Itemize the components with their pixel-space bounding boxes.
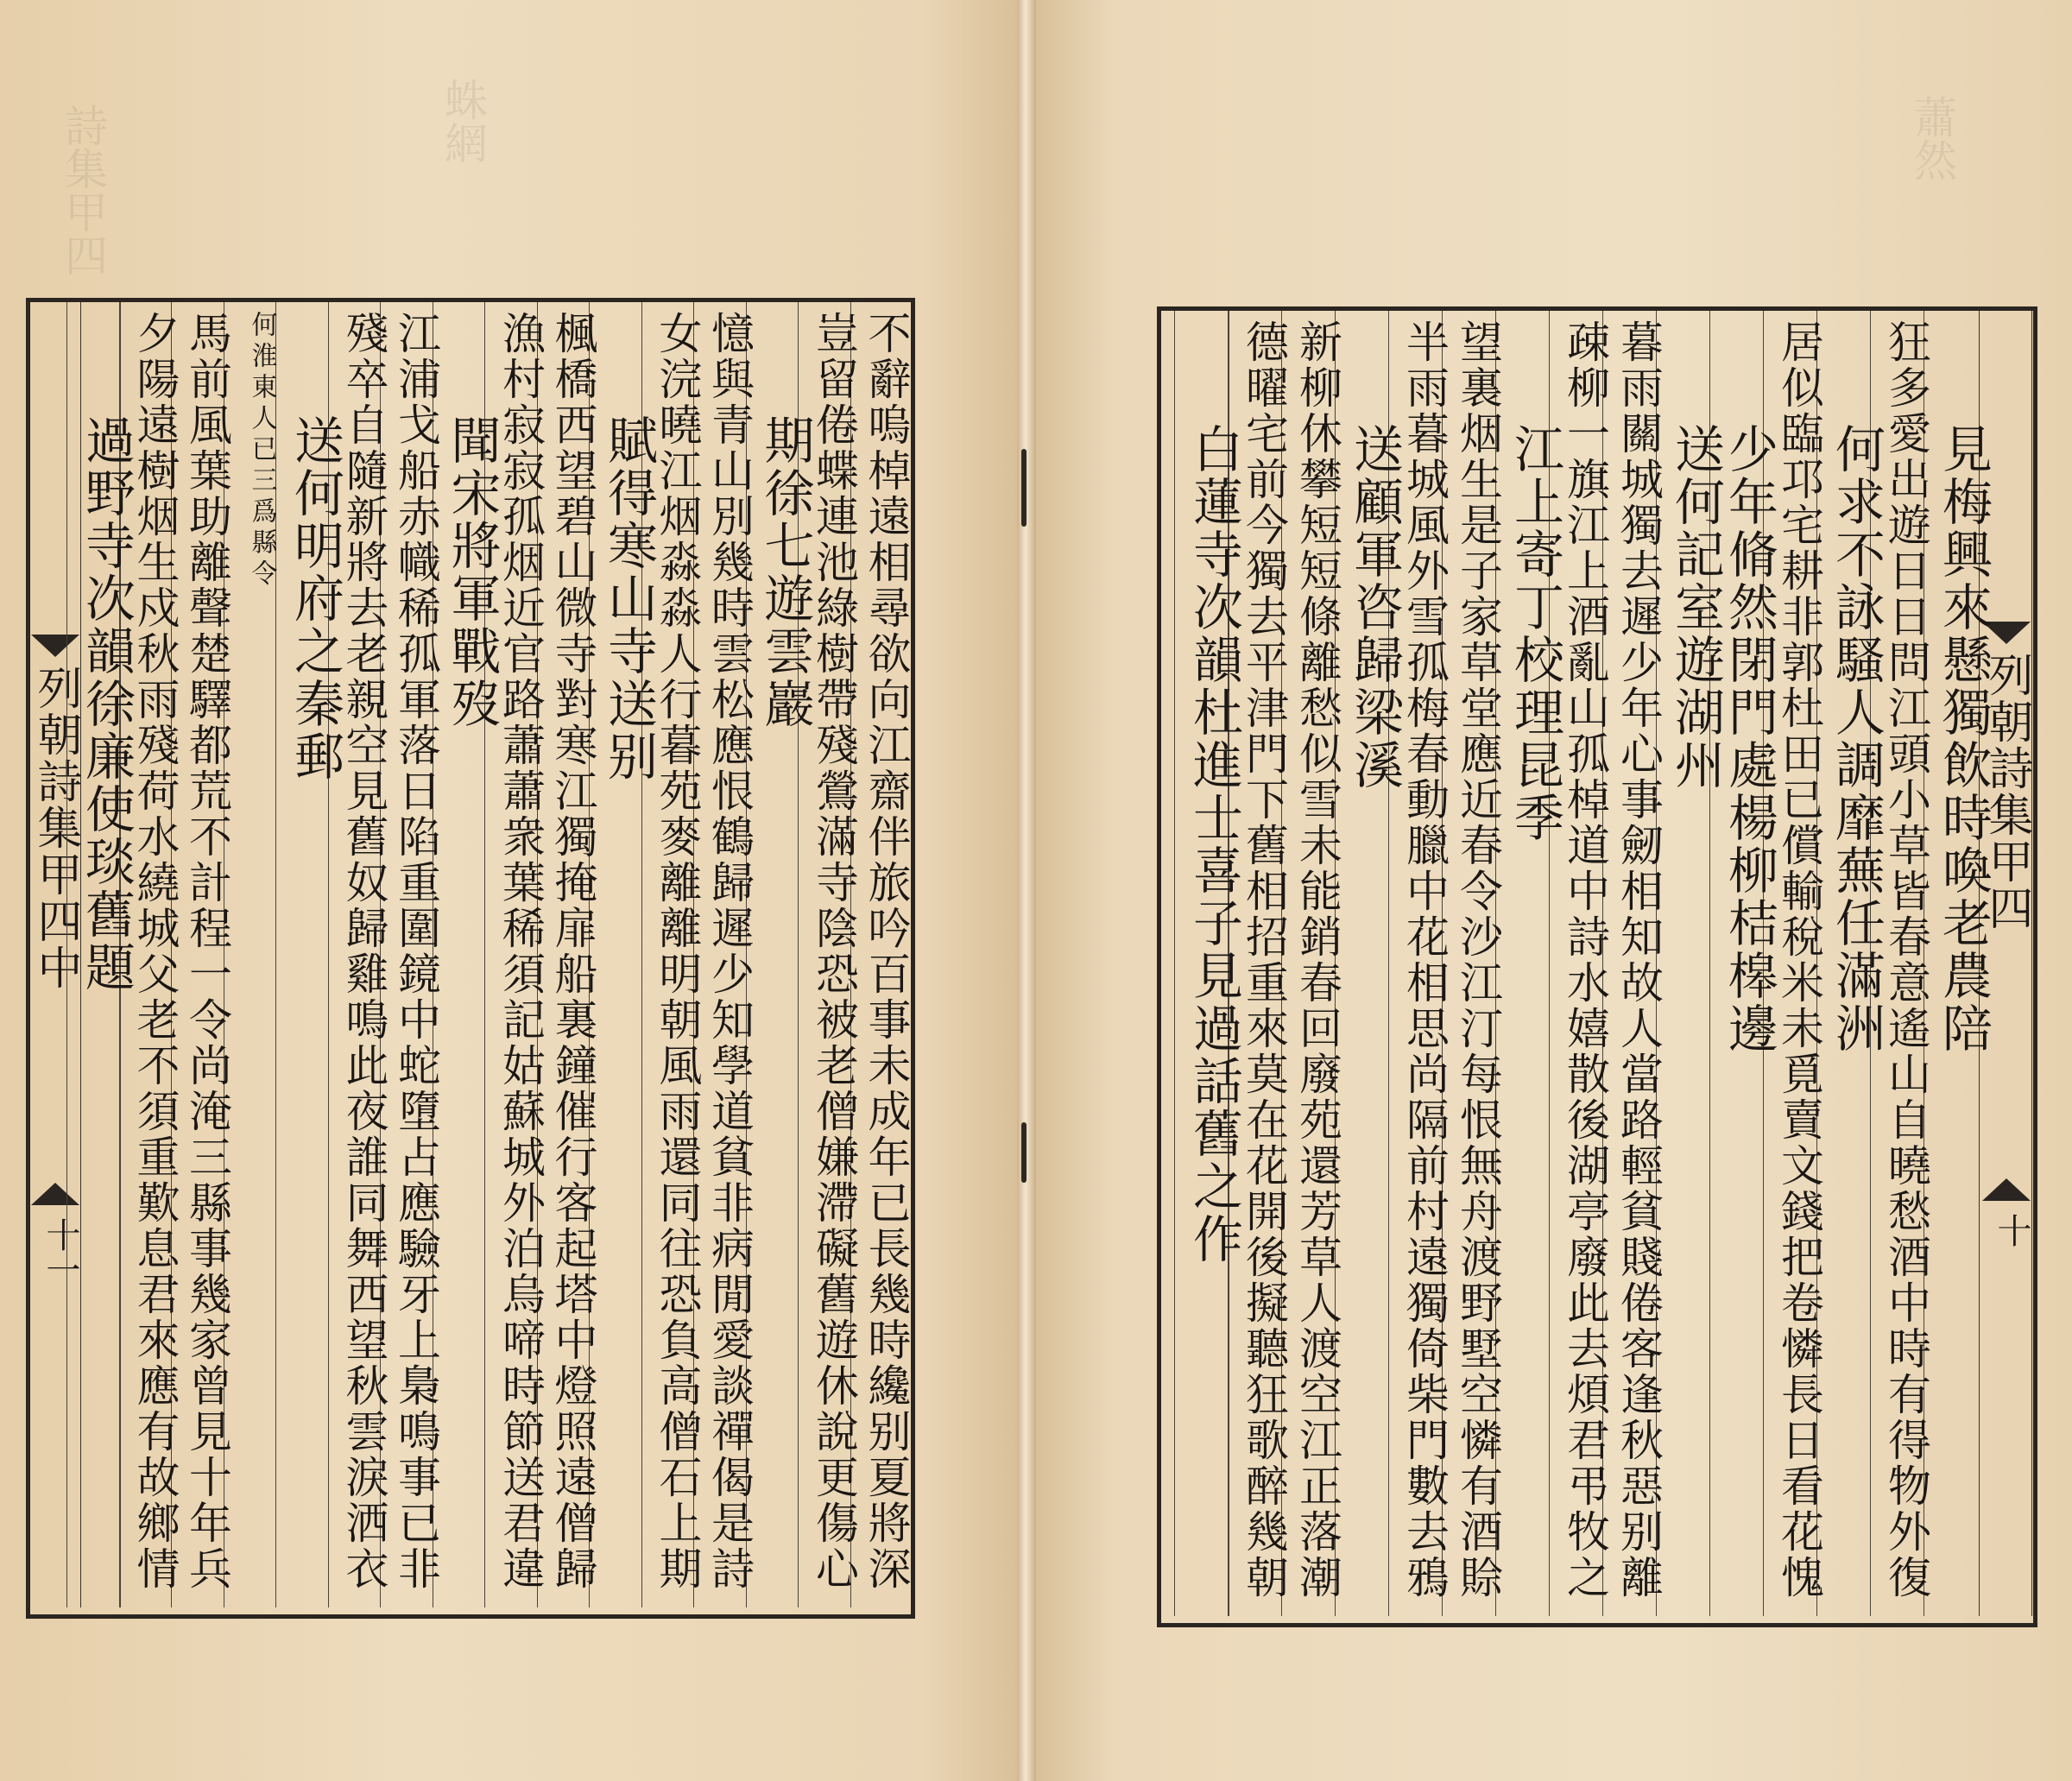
right-folio-number: 十 bbox=[1992, 1213, 2031, 1247]
bleed-through-ink: 詩集甲四 bbox=[58, 104, 108, 276]
text-column bbox=[1602, 311, 1664, 1616]
book-gutter bbox=[1017, 0, 1036, 1781]
text-column bbox=[1816, 311, 1886, 1616]
text-line: 過野寺次韻徐廉使琰舊題 bbox=[77, 414, 136, 994]
text-line: 少年脩然閉門處楊柳桔槔邊 bbox=[1720, 423, 1778, 1055]
text-line: 送何明府之秦郵 bbox=[286, 414, 344, 783]
text-line: 送顧軍咨歸梁溪 bbox=[1345, 423, 1404, 792]
left-center-title: 列朝詩集甲四中 bbox=[29, 665, 81, 991]
text-column bbox=[1335, 311, 1404, 1616]
text-column bbox=[66, 302, 136, 1607]
text-line: 期徐七遊雲巖 bbox=[755, 414, 815, 730]
text-line: 德曜宅前今獨去平津門下舊相招重來莫在花開後擬聽狂歌醉幾朝 bbox=[1239, 319, 1289, 1601]
annotation-note: 何淮東人已三爲縣令 bbox=[246, 311, 277, 591]
text-line: 女浣曉江烟淼淼人行暮苑麥離離明朝風雨還同往恐負高僧石上期 bbox=[652, 311, 703, 1592]
text-column bbox=[1281, 311, 1342, 1616]
text-line: 送何記室遊湖州 bbox=[1666, 423, 1725, 792]
text-line: 楓橋西望碧山微寺對寒江獨掩扉船裏鐘催行客起塔中燈照遠僧歸 bbox=[547, 311, 598, 1592]
text-line: 不辭嗚棹遠相尋欲向江齋伴旅吟百事未成年已長幾時纔别夏將深 bbox=[861, 311, 912, 1592]
text-column bbox=[1656, 311, 1725, 1616]
text-line: 狂多愛出遊日日問江頭小草皆春意遙山自曉愁酒中時有得物外復 bbox=[1881, 319, 1931, 1601]
text-line: 白蓮寺次韻杜進士喜子見過話舊之作 bbox=[1184, 423, 1243, 1266]
text-line: 見梅興來懸獨飲時喚老農陪 bbox=[1934, 423, 1993, 1055]
text-column bbox=[1495, 311, 1564, 1616]
text-column bbox=[275, 302, 344, 1607]
text-line: 夕陽遠樹烟生戍秋雨殘荷水繞城父老不須重歎息君來應有故鄉情 bbox=[130, 311, 180, 1592]
bleed-through-ink: 蕭然 bbox=[1907, 95, 1957, 181]
fish-tail-mark-bottom bbox=[1982, 1178, 2031, 1201]
text-line: 暮雨關城獨去遲少年心事劒相知故人當路輕貧賤倦客逢秋惡别離 bbox=[1614, 319, 1664, 1601]
text-column bbox=[1442, 311, 1503, 1616]
text-line: 新柳休攀短短條離愁似雪未能銷春回廢苑還芳草人渡空江正落潮 bbox=[1292, 319, 1342, 1601]
text-line: 半雨暮城風外雪孤梅春動臘中花相思尚隔前村遠獨倚柴門數去鴉 bbox=[1399, 319, 1450, 1601]
binding-tear bbox=[1021, 449, 1027, 527]
text-line: 望裏烟生是子家草堂應近春令沙江汀每恨無舟渡野墅空憐有酒賒 bbox=[1453, 319, 1503, 1601]
text-line: 漁村寂寂孤烟近官路蕭蕭衆葉稀須記姑蘇城外泊烏啼時節送君違 bbox=[496, 311, 546, 1592]
text-line: 疎柳一旗江上酒亂山孤棹道中詩水嬉散後湖亭廢此去煩君弔牧之 bbox=[1560, 319, 1610, 1601]
text-line: 居似臨邛宅耕非郭杜田已償輸稅米未覓賣文錢把卷憐長日看花愧 bbox=[1774, 319, 1824, 1601]
text-line: 聞宋將軍戰歿 bbox=[442, 414, 502, 730]
text-line: 憶與青山別幾時雲松應恨鶴歸遲少知學道貧非病閒愛談禪偈是詩 bbox=[704, 311, 755, 1592]
text-line: 豈留倦蝶連池綠樹帶殘鶯滿寺陰恐被老僧嫌滯礙舊遊休說更傷心 bbox=[809, 311, 859, 1592]
text-line: 賦得寒山寺送别 bbox=[599, 414, 658, 783]
right-center-title: 列朝詩集甲四 bbox=[1980, 652, 2032, 932]
left-folio-number: 十一 bbox=[41, 1217, 80, 1286]
bleed-through-ink: 蛛網 bbox=[438, 78, 488, 164]
text-line: 江浦戈船赤幟稀孤軍落日陷重圍鏡中蛇墮占應驗牙上梟鳴事已非 bbox=[391, 311, 441, 1592]
text-line: 何求不詠騷人調靡蕪任滿洲 bbox=[1827, 423, 1886, 1055]
text-line: 江上寄丁校理昆季 bbox=[1506, 423, 1564, 844]
text-line: 殘卒自隨新將去老親空見舊奴歸雞鳴此夜誰同舞西望秋雲淚洒衣 bbox=[338, 311, 389, 1592]
text-column bbox=[1924, 311, 1993, 1616]
text-column bbox=[1174, 311, 1243, 1616]
binding-tear bbox=[1021, 1122, 1027, 1183]
text-line: 馬前風葉助離聲楚驛都荒不計程一令尚淹三縣事幾家曾見十年兵 bbox=[182, 311, 232, 1592]
